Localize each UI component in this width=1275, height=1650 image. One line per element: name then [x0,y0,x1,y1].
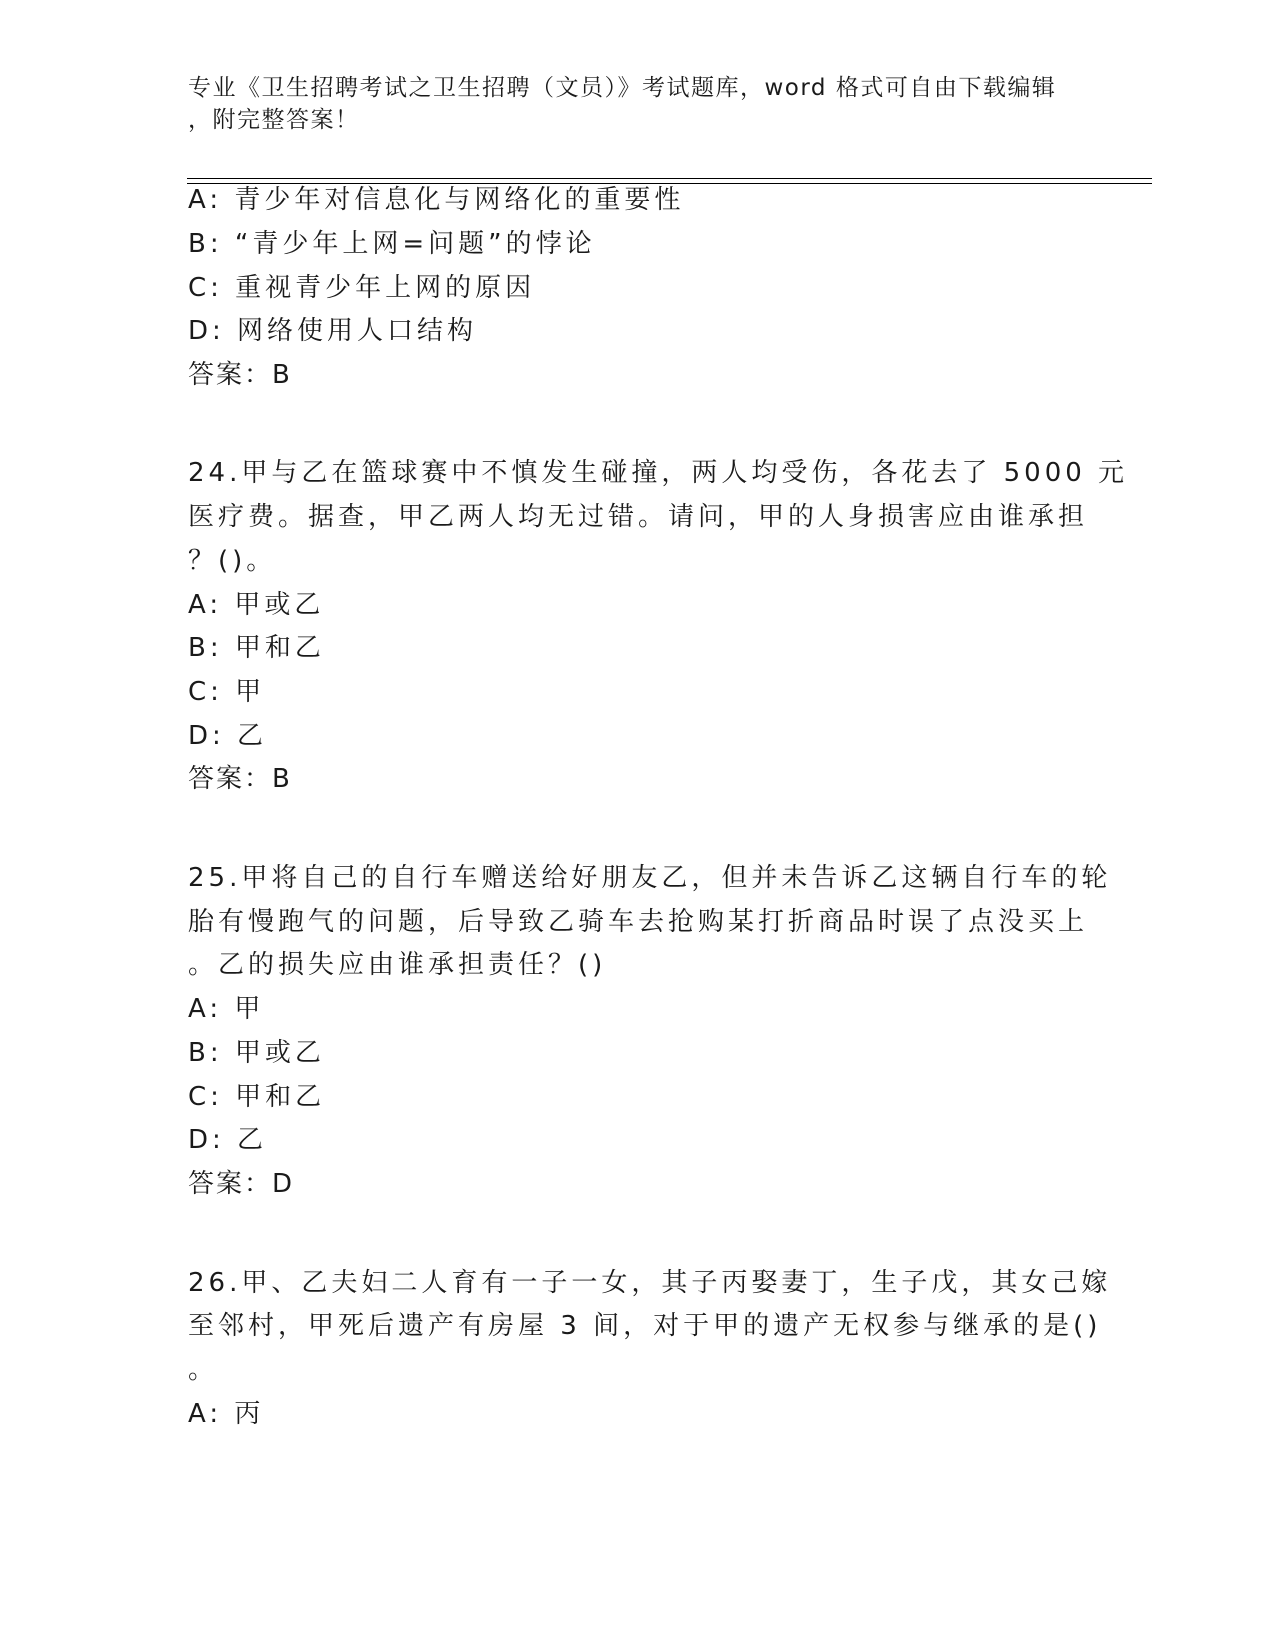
q23-option-c: C: 重视青少年上网的原因 [188,273,536,303]
q23-option-a: A: 青少年对信息化与网络化的重要性 [188,185,685,215]
q24-stem-line-3: ？()。 [188,546,277,576]
q25-stem-line-3: 。乙的损失应由谁承担责任？() [188,950,607,980]
header-line-1: 专业《卫生招聘考试之卫生招聘（文员）》考试题库，word 格式可自由下载编辑 [188,75,1057,101]
q24-stem-line-2: 医疗费。据查，甲乙两人均无过错。请问，甲的人身损害应由谁承担 [188,502,1089,532]
document-header [188,72,1068,136]
q23-answer: 答案：B [188,360,292,390]
q26-stem-line-3: 。 [188,1355,219,1385]
q26-stem-line-1: 26.甲、乙夫妇二人育有一子一女，其子丙娶妻丁，生子戊，其女己嫁 [188,1268,1112,1298]
header-line-2: ，附完整答案！ [188,107,360,133]
q24-option-a: A: 甲或乙 [188,590,325,620]
header-divider-top [187,178,1152,179]
q24-answer: 答案：B [188,764,292,794]
q25-option-d: D: 乙 [188,1125,268,1155]
q23-option-b: B: “青少年上网=问题”的悖论 [188,229,596,259]
q26-option-a: A: 丙 [188,1399,265,1429]
q25-option-c: C: 甲和乙 [188,1082,326,1112]
q25-option-a: A: 甲 [188,994,265,1024]
q26-stem-line-2: 至邻村，甲死后遗产有房屋 3 间，对于甲的遗产无权参与继承的是() [188,1311,1102,1341]
q24-option-b: B: 甲和乙 [188,633,325,663]
q25-option-b: B: 甲或乙 [188,1038,325,1068]
q24-option-d: D: 乙 [188,721,268,751]
q25-answer: 答案：D [188,1169,295,1199]
q24-option-c: C: 甲 [188,677,266,707]
q23-option-d: D: 网络使用人口结构 [188,316,478,346]
q24-stem-line-1: 24.甲与乙在篮球赛中不慎发生碰撞，两人均受伤，各花去了 5000 元 [188,458,1129,488]
q25-stem-line-1: 25.甲将自己的自行车赠送给好朋友乙，但并未告诉乙这辆自行车的轮 [188,863,1112,893]
q25-stem-line-2: 胎有慢跑气的问题，后导致乙骑车去抢购某打折商品时误了点没买上 [188,907,1089,937]
